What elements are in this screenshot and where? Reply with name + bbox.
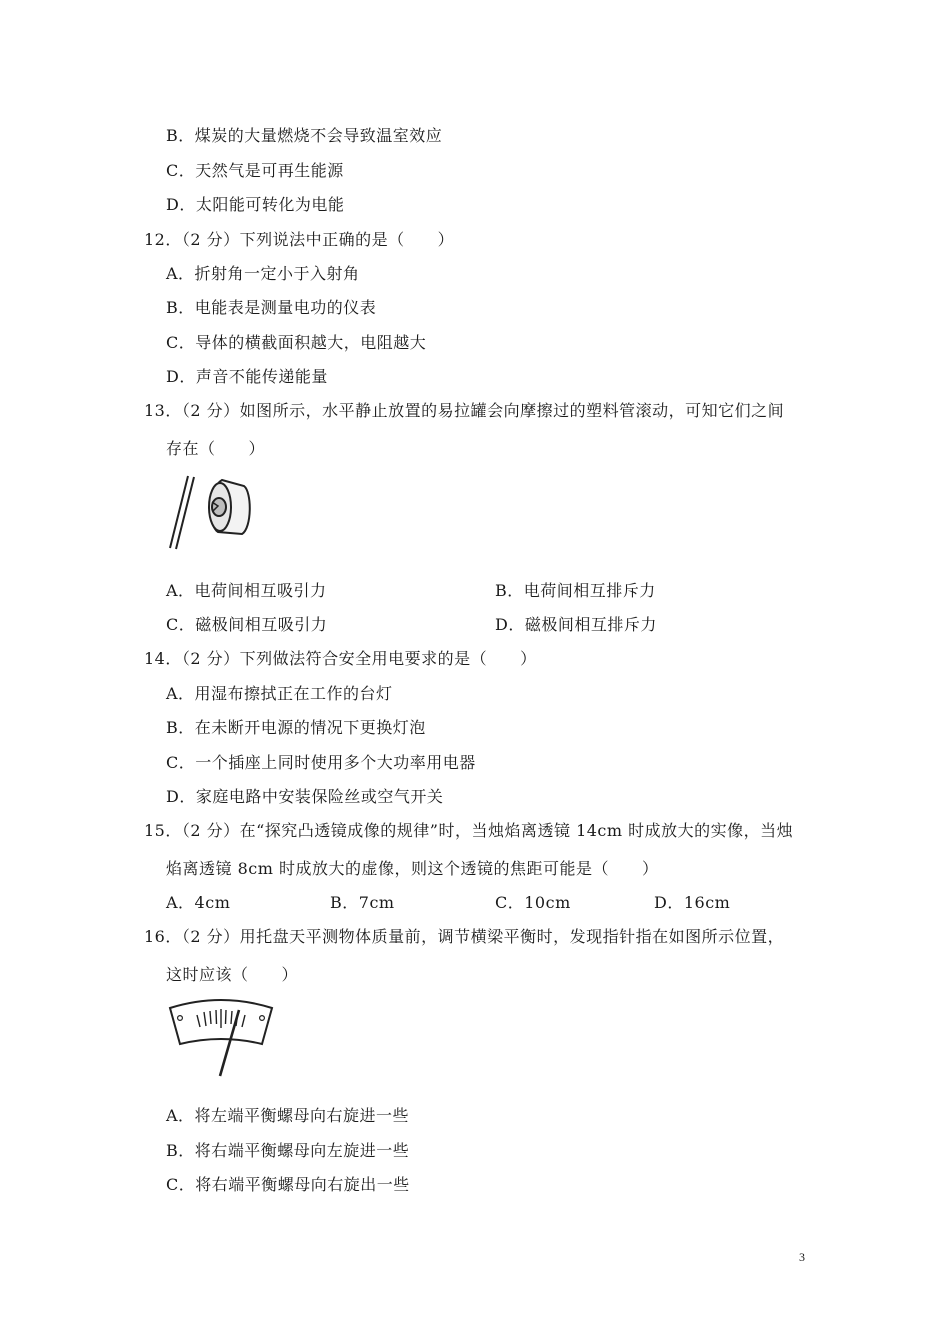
q13-option-b: B．电荷间相互排斥力: [495, 581, 656, 600]
q11-option-d: D．太阳能可转化为电能: [166, 195, 345, 214]
right-screw-icon: [260, 1016, 265, 1021]
q13-option-c: C．磁极间相互吸引力: [166, 615, 328, 634]
page-number: 3: [799, 1250, 805, 1264]
q11-option-c: C．天然气是可再生能源: [166, 161, 344, 180]
balance-scale-figure: [164, 996, 279, 1081]
q14-option-d: D．家庭电路中安装保险丝或空气开关: [166, 787, 444, 806]
q13-option-a: A．电荷间相互吸引力: [166, 581, 327, 600]
q16-option-b: B．将右端平衡螺母向左旋进一些: [166, 1141, 410, 1160]
q15-option-b: B．7cm: [330, 893, 395, 912]
q15-option-a: A．4cm: [166, 893, 231, 912]
left-screw-icon: [178, 1016, 183, 1021]
q14-option-a: A．用湿布擦拭正在工作的台灯: [166, 684, 393, 703]
scale-pointer: [220, 1010, 239, 1076]
q14-stem: 14．（2 分）下列做法符合安全用电要求的是（ ）: [144, 649, 537, 668]
q11-option-b: B．煤炭的大量燃烧不会导致温室效应: [166, 126, 443, 145]
q12-stem: 12．（2 分）下列说法中正确的是（ ）: [144, 230, 455, 249]
q13-stem-line1: 13．（2 分）如图所示，水平静止放置的易拉罐会向摩擦过的塑料管滚动，可知它们之间: [144, 401, 785, 420]
can-and-tube-figure: [164, 474, 254, 554]
q16-stem-line1: 16．（2 分）用托盘天平测物体质量前，调节横梁平衡时，发现指针指在如图所示位置，: [144, 927, 785, 946]
q12-option-c: C．导体的横截面积越大，电阻越大: [166, 333, 427, 352]
q12-option-d: D．声音不能传递能量: [166, 367, 328, 386]
soda-can: [209, 480, 250, 534]
q15-option-c: C．10cm: [495, 893, 571, 912]
q15-option-d: D．16cm: [654, 893, 731, 912]
plastic-tube: [170, 476, 194, 549]
q15-stem-line1: 15．（2 分）在“探究凸透镜成像的规律”时，当烛焰离透镜 14cm 时成放大的实像，当烛: [144, 821, 794, 840]
q14-option-b: B．在未断开电源的情况下更换灯泡: [166, 718, 426, 737]
q12-option-b: B．电能表是测量电功的仪表: [166, 298, 377, 317]
q14-option-c: C．一个插座上同时使用多个大功率用电器: [166, 753, 476, 772]
q16-stem-line2: 这时应该（ ）: [166, 965, 299, 984]
q13-option-d: D．磁极间相互排斥力: [495, 615, 657, 634]
q16-option-c: C．将右端平衡螺母向右旋出一些: [166, 1175, 410, 1194]
q15-stem-line2: 焰离透镜 8cm 时成放大的虚像，则这个透镜的焦距可能是（ ）: [166, 859, 659, 878]
q12-option-a: A．折射角一定小于入射角: [166, 264, 360, 283]
q13-stem-line2: 存在（ ）: [166, 439, 266, 458]
q16-option-a: A．将左端平衡螺母向右旋进一些: [166, 1106, 410, 1125]
